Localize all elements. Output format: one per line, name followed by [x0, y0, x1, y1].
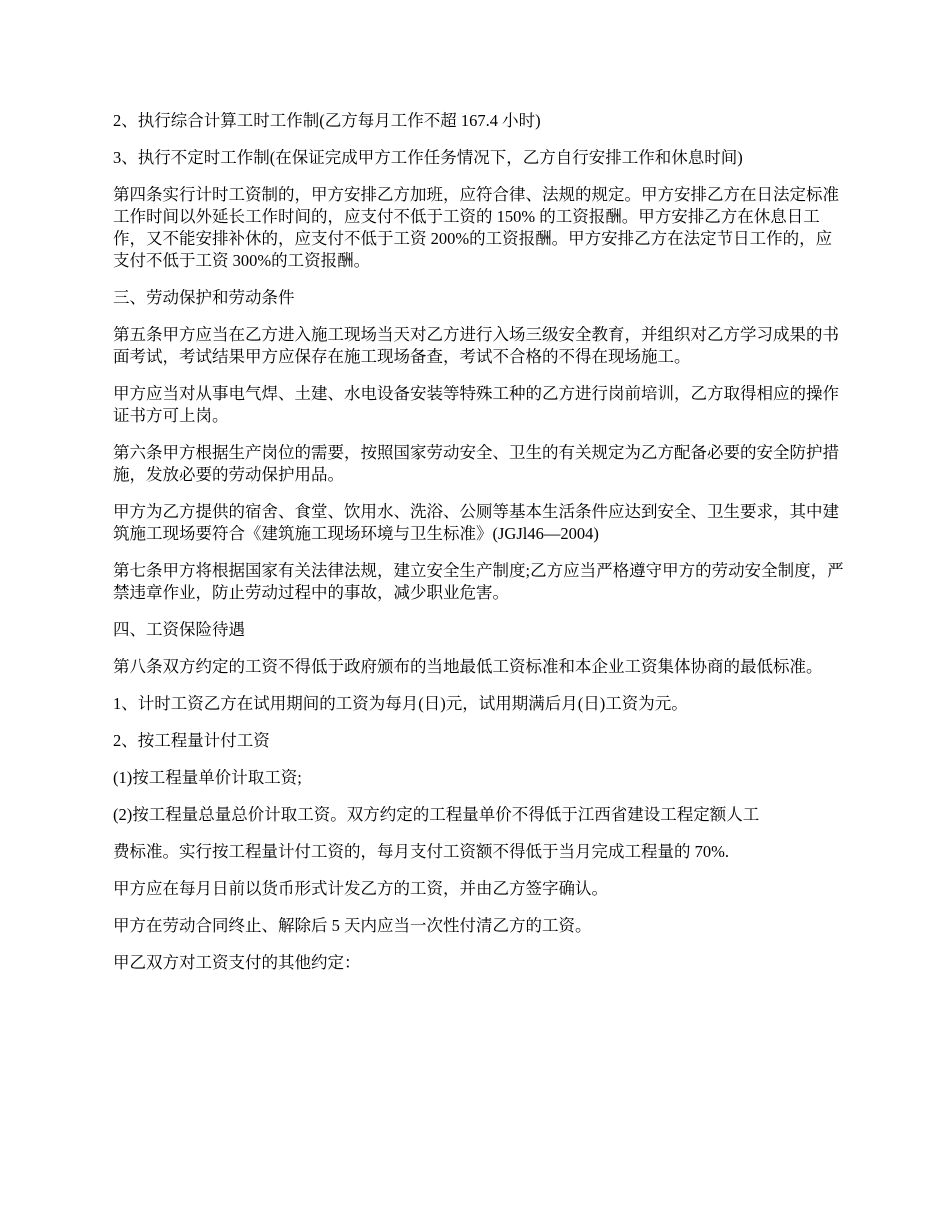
- paragraph-article-6-protective-equipment: 第六条甲方根据生产岗位的需要，按照国家劳动安全、卫生的有关规定为乙方配备必要的安全防护措施，发放必要的劳动保护用品。: [113, 443, 839, 484]
- paragraph-living-conditions: 甲方为乙方提供的宿舍、食堂、饮用水、洗浴、公厕等基本生活条件应达到安全、卫生要求，其中建筑施工现场要符合《建筑施工现场环境与卫生标准》(JGJl46—2004): [113, 502, 839, 543]
- paragraph-article-5-safety-education: 第五条甲方应当在乙方进入施工现场当天对乙方进行入场三级安全教育，并组织对乙方学习成果的书面考试，考试结果甲方应保存在施工现场备查，考试不合格的不得在现场施工。: [113, 325, 839, 366]
- paragraph-monthly-payment: 甲方应在每月日前以货币形式计发乙方的工资，并由乙方签字确认。: [113, 879, 608, 898]
- paragraph-work-hours-flexible: 3、执行不定时工作制(在保证完成甲方工作任务情况下，乙方自行安排工作和休息时间): [113, 148, 743, 167]
- paragraph-article-8-minimum-wage: 第八条双方约定的工资不得低于政府颁布的当地最低工资标准和本企业工资集体协商的最低标准。: [113, 657, 823, 676]
- paragraph-final-settlement: 甲方在劳动合同终止、解除后 5 天内应当一次性付清乙方的工资。: [113, 916, 592, 935]
- paragraph-article-4-overtime: 第四条实行计时工资制的，甲方安排乙方加班，应符合律、法规的规定。甲方安排乙方在日法定标准工作时间以外延长工作时间的，应支付不低于工资的 150% 的工资报酬。甲方安排乙方在休息日工作，又不能安排补休的，应支付不低于工资 200%的工资报酬。甲方安排乙方在法定节日工作的，应支付不低于工资 300%的工资报酬。: [113, 185, 839, 270]
- paragraph-unit-price: (1)按工程量单价计取工资;: [113, 768, 302, 787]
- paragraph-special-trades-training: 甲方应当对从事电气焊、土建、水电设备安装等特殊工种的乙方进行岗前培训，乙方取得相应的操作证书方可上岗。: [113, 384, 839, 425]
- paragraph-work-hours-comprehensive: 2、执行综合计算工时工作制(乙方每月工作不超 167.4 小时): [113, 111, 541, 130]
- paragraph-other-agreements: 甲乙双方对工资支付的其他约定：: [113, 953, 361, 972]
- document-page: [113, 110, 845, 989]
- paragraph-labor-cost-standard: 费标准。实行按工程量计付工资的，每月支付工资额不得低于当月完成工程量的 70%.: [113, 842, 729, 861]
- paragraph-total-price: (2)按工程量总量总价计取工资。双方约定的工程量单价不得低于江西省建设工程定额人工: [113, 805, 760, 824]
- section-heading-wages-insurance: 四、工资保险待遇: [113, 620, 245, 639]
- paragraph-piece-rate-heading: 2、按工程量计付工资: [113, 731, 270, 750]
- paragraph-time-based-wage: 1、计时工资乙方在试用期间的工资为每月(日)元，试用期满后月(日)工资为元。: [113, 694, 688, 713]
- paragraph-article-7-safety-rules: 第七条甲方将根据国家有关法律法规，建立安全生产制度;乙方应当严格遵守甲方的劳动安全制度，严禁违章作业，防止劳动过程中的事故，减少职业危害。: [113, 561, 844, 602]
- section-heading-labor-protection: 三、劳动保护和劳动条件: [113, 288, 295, 307]
